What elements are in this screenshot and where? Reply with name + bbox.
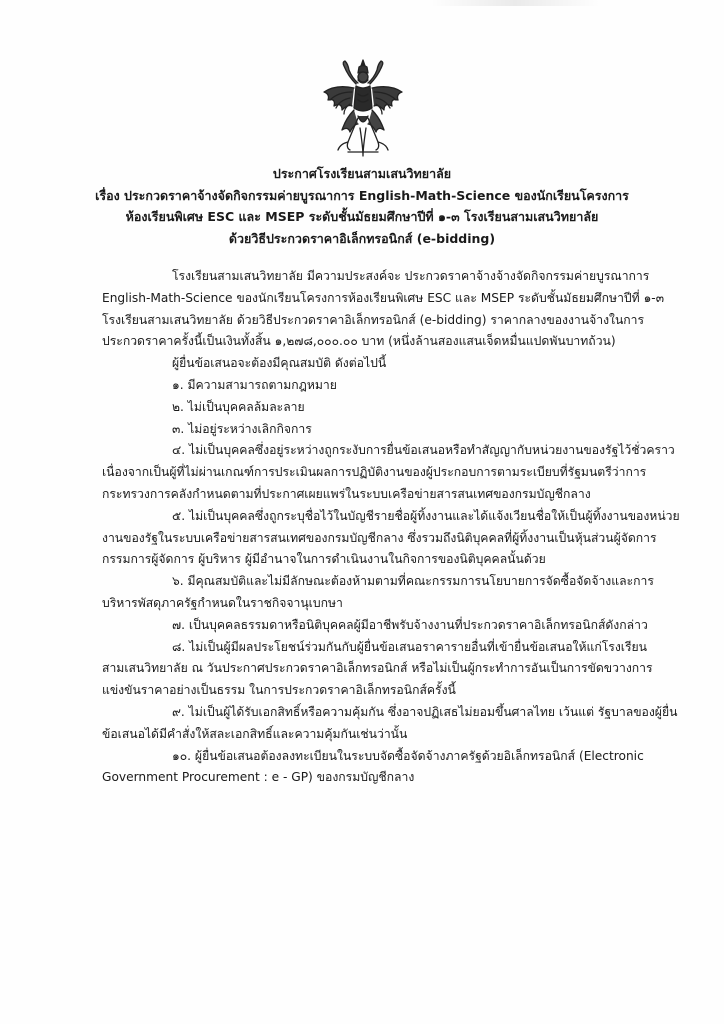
qualification-item: ๓. ไม่อยู่ระหว่างเลิกกิจการ — [172, 421, 312, 436]
qualifications-intro: ผู้ยื่นข้อเสนอจะต้องมีคุณสมบัติ ดังต่อไปนี้ — [172, 356, 387, 371]
qualification-item: ๙. ไม่เป็นผู้ได้รับเอกสิทธิ์หรือความคุ้มกัน ซึ่งอาจปฏิเสธไม่ยอมขึ้นศาลไทย เว้นแต่ รัฐบาลของผู้ยื่นข้อเสนอได้มีคำสั่งให้สละเอกสิทธิ์และความคุ้มกันเช่นว่านั้น — [102, 704, 678, 741]
qualification-item: ๕. ไม่เป็นบุคคลซึ่งถูกระบุชื่อไว้ในบัญชีรายชื่อผู้ทิ้งงานและได้แจ้งเวียนชื่อให้เป็นผู้ทิ้งงานของหน่วยงานของรัฐในระบบเครือข่ายสารสนเทศของกรมบัญชีกลาง ซึ่งรวมถึงนิติบุคคลที่ผู้ทิ้งงานเป็นหุ้นส่วนผู้จัดการ กรรมการผู้จัดการ ผู้บริหาร ผู้มีอำนาจในการดำเนินงานในกิจการของนิติบุคคลนั้นด้วย — [102, 508, 680, 567]
subject-line-1: เรื่อง ประกวดราคาจ้างจัดกิจกรรมค่ายบูรณาการ English-Math-Science ของนักเรียนโครงการ — [95, 187, 629, 203]
subject-line-3: ด้วยวิธีประกวดราคาอิเล็กทรอนิกส์ (e-bidding) — [228, 230, 496, 246]
intro-paragraph: โรงเรียนสามเสนวิทยาลัย มีความประสงค์จะ ประกวดราคาจ้างจ้างจัดกิจกรรมค่ายบูรณาการ English-Math-Science ของนักเรียนโครงการห้องเรียนพิเศษ ESC และ MSEP ระดับชั้นมัธยมศึกษาปีที่ ๑-๓ โรงเรียนสามเสนวิทยาลัย ด้วยวิธีประกวดราคาอิเล็กทรอนิกส์ (e-bidding) ราคากลางของงานจ้างในการประกวดราคาครั้งนี้เป็นเงินทั้งสิ้น ๑,๒๗๘,๐๐๐.๐๐ บาท (หนึ่งล้านสองแสนเจ็ดหมื่นแปดพันบาทถ้วน) — [102, 269, 665, 349]
subject-line-2: ห้องเรียนพิเศษ ESC และ MSEP ระดับชั้นมัธยมศึกษาปีที่ ๑-๓ โรงเรียนสามเสนวิทยาลัย — [125, 209, 599, 224]
qualification-item: ๖. มีคุณสมบัติและไม่มีลักษณะต้องห้ามตามที่คณะกรรมการนโยบายการจัดซื้อจัดจ้างและการบริหารพัสดุภาครัฐกำหนดในราชกิจจานุเบกษา — [102, 574, 654, 610]
announcement-body — [102, 266, 682, 789]
qualification-item: ๔. ไม่เป็นบุคคลซึ่งอยู่ระหว่างถูกระงับการยื่นข้อเสนอหรือทำสัญญากับหน่วยงานของรัฐไว้ชั่วคราวเนื่องจากเป็นผู้ที่ไม่ผ่านเกณฑ์การประเมินผลการปฏิบัติงานของผู้ประกอบการตามระเบียบที่รัฐมนตรีว่าการกระทรวงการคลังกำหนดตามที่ประกาศเผยแพร่ในระบบเครือข่ายสารสนเทศของกรมบัญชีกลาง — [102, 443, 675, 501]
qualification-item: ๗. เป็นบุคคลธรรมดาหรือนิติบุคคลผู้มีอาชีพรับจ้างงานที่ประกวดราคาอิเล็กทรอนิกส์ดังกล่าว — [172, 617, 648, 632]
qualification-item: ๑๐. ผู้ยื่นข้อเสนอต้องลงทะเบียนในระบบจัดซื้อจัดจ้างภาครัฐด้วยอิเล็กทรอนิกส์ (Electronic Government Procurement : e - GP) ของกรมบัญชีกลาง — [102, 748, 644, 785]
scan-artifact — [430, 0, 600, 6]
org-line: ประกาศโรงเรียนสามเสนวิทยาลัย — [272, 166, 452, 181]
qualification-item: ๑. มีความสามารถตามกฎหมาย — [172, 377, 337, 392]
qualification-item: ๘. ไม่เป็นผู้มีผลประโยชน์ร่วมกันกับผู้ยื่นข้อเสนอราคารายอื่นที่เข้ายื่นข้อเสนอให้แก่โรงเรียนสามเสนวิทยาลัย ณ วันประกาศประกวดราคาอิเล็กทรอนิกส์ หรือไม่เป็นผู้กระทำการอันเป็นการขัดขวางการแข่งขันราคาอย่างเป็นธรรม ในการประกวดราคาอิเล็กทรอนิกส์ครั้งนี้ — [102, 639, 653, 698]
announcement-title — [60, 163, 664, 249]
garuda-emblem-icon — [318, 58, 408, 160]
qualification-item: ๒. ไม่เป็นบุคคลล้มละลาย — [172, 399, 305, 414]
